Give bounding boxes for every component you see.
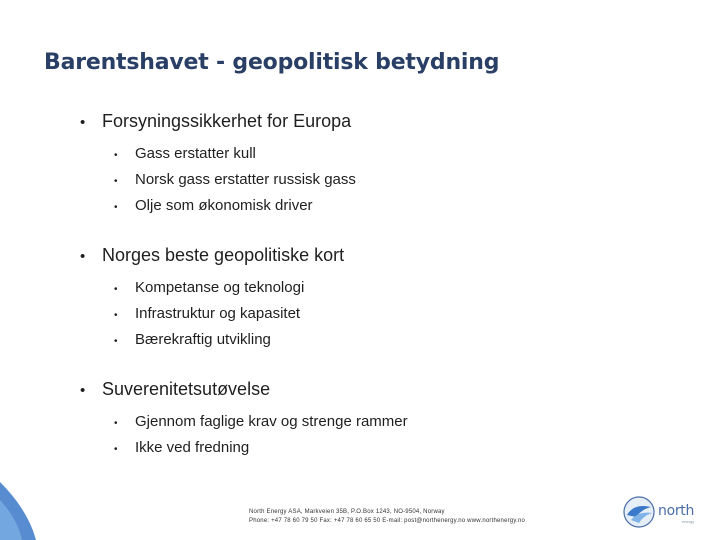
sub-bullet-item	[114, 439, 408, 465]
footer-contact: Phone: +47 78 60 79 50 Fax: +47 78 60 65 50 E-mail: post@northenergy.no www.northenergy.no	[249, 518, 526, 524]
sub-bullet-text: Kompetanse og teknologi	[135, 279, 305, 296]
bullet-marker: •	[114, 444, 118, 455]
bullet-marker: •	[114, 150, 118, 161]
sub-bullet-item	[114, 145, 408, 171]
sub-bullet-list	[114, 413, 408, 465]
footer-address: North Energy ASA, Markveien 35B, P.O.Box 1243, NO-9504, Norway	[249, 509, 445, 515]
bullet-heading	[80, 379, 408, 409]
bullet-heading	[80, 111, 408, 141]
slide-title: Barentshavet - geopolitisk betydning	[44, 50, 500, 75]
sub-bullet-list	[114, 145, 408, 223]
company-logo	[622, 494, 702, 530]
sub-bullet-item	[114, 413, 408, 439]
sub-bullet-text: Olje som økonomisk driver	[135, 197, 313, 214]
sub-bullet-item	[114, 197, 408, 223]
bullet-heading-text: Suverenitetsutøvelse	[102, 379, 271, 399]
sub-bullet-text: Bærekraftig utvikling	[135, 331, 271, 348]
bullet-marker: •	[114, 310, 118, 321]
sub-bullet-item	[114, 279, 408, 305]
bullet-marker: •	[114, 284, 118, 295]
logo-wordmark: north	[658, 503, 695, 519]
bullet-marker: •	[80, 382, 86, 399]
bullet-section	[80, 111, 408, 223]
bullet-heading-text: Forsyningssikkerhet for Europa	[102, 111, 352, 131]
bullet-heading	[80, 245, 408, 275]
sub-bullet-text: Norsk gass erstatter russisk gass	[135, 171, 356, 188]
bullet-marker: •	[114, 202, 118, 213]
corner-decoration	[0, 470, 60, 540]
sub-bullet-text: Gass erstatter kull	[135, 145, 256, 162]
bullet-marker: •	[80, 114, 86, 131]
sub-bullet-item	[114, 171, 408, 197]
sub-bullet-item	[114, 331, 408, 357]
bullet-marker: •	[114, 336, 118, 347]
logo-tagline: energy	[682, 519, 695, 524]
bullet-section	[80, 245, 408, 357]
sub-bullet-list	[114, 279, 408, 357]
sub-bullet-text: Infrastruktur og kapasitet	[135, 305, 301, 322]
north-energy-logo-icon	[622, 495, 656, 529]
sub-bullet-text: Gjennom faglige krav og strenge rammer	[135, 413, 408, 430]
bullet-marker: •	[80, 248, 86, 265]
bullet-marker: •	[114, 176, 118, 187]
bullet-marker: •	[114, 418, 118, 429]
bullet-section	[80, 379, 408, 465]
bullet-heading-text: Norges beste geopolitiske kort	[102, 245, 345, 265]
bullet-list	[80, 111, 408, 465]
sub-bullet-item	[114, 305, 408, 331]
company-footer	[249, 508, 525, 526]
sub-bullet-text: Ikke ved fredning	[135, 439, 250, 456]
